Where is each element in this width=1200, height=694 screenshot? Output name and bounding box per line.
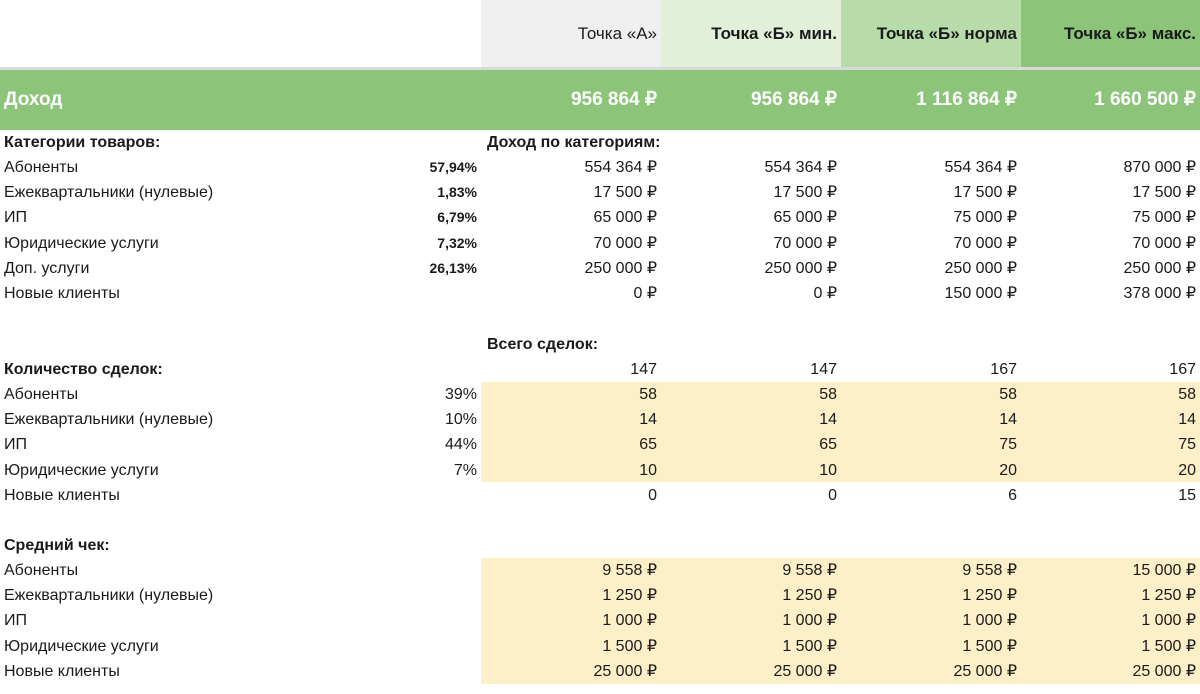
category-cell-a: 65 000 ₽ [593, 209, 657, 227]
category-cell-b-max: 870 000 ₽ [1123, 159, 1196, 176]
deals-total-title: Всего сделок: [487, 336, 599, 353]
deals-row-percent: 44% [444, 436, 477, 454]
deals-cell-b-norm: 20 [999, 461, 1017, 479]
deals-cell-b-min: 14 [819, 411, 837, 429]
deals-cell-b-norm: 14 [999, 411, 1017, 429]
deals-cell-b-norm: 75 [999, 436, 1017, 454]
avg-check-cell-b-min: 25 000 ₽ [773, 662, 837, 680]
deals-total-b-min: 147 [810, 361, 837, 378]
category-cell-b-norm: 70 000 ₽ [953, 234, 1017, 252]
deals-cell-b-max: 20 [1178, 461, 1196, 479]
category-row-label: Юридические услуги [4, 234, 159, 252]
avg-check-cell-b-max: 1 250 ₽ [1141, 587, 1196, 605]
category-cell-a: 554 364 ₽ [584, 159, 657, 176]
avg-check-row-label: ИП [4, 612, 27, 630]
avg-check-cell-b-max: 15 000 ₽ [1132, 562, 1196, 579]
avg-check-cell-b-norm: 1 500 ₽ [962, 637, 1017, 655]
category-cell-b-max: 378 000 ₽ [1123, 285, 1196, 302]
category-row-percent: 26,13% [429, 259, 477, 276]
avg-check-cell-b-min: 9 558 ₽ [782, 562, 837, 579]
category-cell-b-min: 554 364 ₽ [764, 159, 837, 176]
category-row-label: Абоненты [4, 159, 79, 176]
avg-check-cell-b-norm: 25 000 ₽ [953, 662, 1017, 680]
deals-cell-b-norm: 6 [1008, 486, 1017, 504]
deals-cell-b-min: 10 [819, 461, 837, 479]
deals-cell-b-min: 65 [819, 436, 837, 454]
categories-income-title: Доход по категориям: [487, 134, 661, 151]
deals-cell-b-max: 58 [1178, 386, 1196, 403]
deals-title: Количество сделок: [4, 361, 163, 378]
income-value-a: 956 864 ₽ [570, 89, 657, 110]
avg-check-cell-b-norm: 1 000 ₽ [962, 612, 1017, 630]
deals-cell-a: 10 [639, 461, 657, 479]
deals-row-percent: 10% [444, 411, 477, 429]
category-cell-b-norm: 150 000 ₽ [944, 285, 1017, 302]
avg-check-title: Средний чек: [4, 537, 110, 554]
avg-check-cell-a: 1 250 ₽ [602, 587, 657, 605]
deals-cell-b-max: 14 [1178, 411, 1196, 429]
avg-check-cell-b-min: 1 500 ₽ [782, 637, 837, 655]
category-cell-b-min: 250 000 ₽ [764, 259, 837, 277]
category-cell-b-min: 17 500 ₽ [773, 184, 837, 202]
category-cell-b-norm: 75 000 ₽ [953, 209, 1017, 227]
category-row-percent: 1,83% [437, 184, 477, 201]
avg-check-cell-b-max: 1 000 ₽ [1141, 612, 1196, 630]
category-cell-b-norm: 17 500 ₽ [953, 184, 1017, 202]
avg-check-cell-b-min: 1 250 ₽ [782, 587, 837, 605]
deals-row-percent: 7% [453, 461, 477, 479]
deals-row-percent: 39% [444, 386, 477, 403]
avg-check-row-label: Ежеквартальники (нулевые) [4, 587, 214, 605]
deals-cell-b-min: 0 [828, 486, 837, 504]
category-cell-b-norm: 250 000 ₽ [944, 259, 1017, 277]
categories-title: Категории товаров: [4, 134, 161, 151]
deals-total-a: 147 [630, 361, 657, 378]
avg-check-cell-b-min: 1 000 ₽ [782, 612, 837, 630]
column-header-b-max: Точка «Б» макс. [1021, 0, 1200, 67]
deals-cell-b-norm: 58 [999, 386, 1017, 403]
deals-cell-b-max: 75 [1178, 436, 1196, 454]
category-row-percent: 7,32% [437, 234, 477, 251]
category-row-label: Новые клиенты [4, 285, 120, 302]
deals-total-b-norm: 167 [990, 361, 1017, 378]
deals-row-label: ИП [4, 436, 27, 454]
category-row-label: Ежеквартальники (нулевые) [4, 184, 214, 202]
avg-check-cell-b-max: 25 000 ₽ [1132, 662, 1196, 680]
avg-check-cell-a: 1 000 ₽ [602, 612, 657, 630]
avg-check-cell-b-norm: 1 250 ₽ [962, 587, 1017, 605]
deals-row-label: Новые клиенты [4, 486, 120, 504]
deals-cell-a: 65 [639, 436, 657, 454]
category-cell-a: 70 000 ₽ [593, 234, 657, 252]
avg-check-row-label: Юридические услуги [4, 637, 159, 655]
category-cell-a: 17 500 ₽ [593, 184, 657, 202]
category-row-percent: 6,79% [437, 209, 477, 226]
deals-cell-a: 0 [648, 486, 657, 504]
category-cell-b-min: 0 ₽ [813, 285, 837, 302]
income-value-b-max: 1 660 500 ₽ [1094, 89, 1196, 110]
avg-check-cell-a: 9 558 ₽ [602, 562, 657, 579]
column-header-b-norm: Точка «Б» норма [841, 0, 1021, 67]
avg-check-row-label: Новые клиенты [4, 662, 120, 680]
category-cell-a: 250 000 ₽ [584, 259, 657, 277]
deals-cell-b-max: 15 [1178, 486, 1196, 504]
deals-total-b-max: 167 [1169, 361, 1196, 378]
deals-row-label: Абоненты [4, 386, 79, 403]
category-cell-b-max: 70 000 ₽ [1132, 234, 1196, 252]
avg-check-cell-a: 1 500 ₽ [602, 637, 657, 655]
deals-cell-a: 14 [639, 411, 657, 429]
category-row-label: Доп. услуги [4, 259, 90, 277]
category-cell-b-max: 75 000 ₽ [1132, 209, 1196, 227]
deals-cell-a: 58 [639, 386, 657, 403]
income-label: Доход [4, 89, 63, 110]
column-header-b-min: Точка «Б» мин. [661, 0, 841, 67]
avg-check-cell-b-max: 1 500 ₽ [1141, 637, 1196, 655]
deals-row-label: Юридические услуги [4, 461, 159, 479]
category-cell-b-norm: 554 364 ₽ [944, 159, 1017, 176]
deals-row-label: Ежеквартальники (нулевые) [4, 411, 214, 429]
category-row-percent: 57,94% [429, 159, 477, 175]
avg-check-cell-b-norm: 9 558 ₽ [962, 562, 1017, 579]
category-cell-b-min: 65 000 ₽ [773, 209, 837, 227]
category-row-label: ИП [4, 209, 27, 227]
avg-check-cell-a: 25 000 ₽ [593, 662, 657, 680]
category-cell-b-min: 70 000 ₽ [773, 234, 837, 252]
income-value-b-norm: 1 116 864 ₽ [916, 89, 1017, 110]
category-cell-b-max: 17 500 ₽ [1132, 184, 1196, 202]
avg-check-row-label: Абоненты [4, 562, 79, 579]
income-value-b-min: 956 864 ₽ [750, 89, 837, 110]
column-header-a: Точка «А» [481, 0, 661, 67]
category-cell-a: 0 ₽ [633, 285, 657, 302]
deals-cell-b-min: 58 [819, 386, 837, 403]
category-cell-b-max: 250 000 ₽ [1123, 259, 1196, 277]
